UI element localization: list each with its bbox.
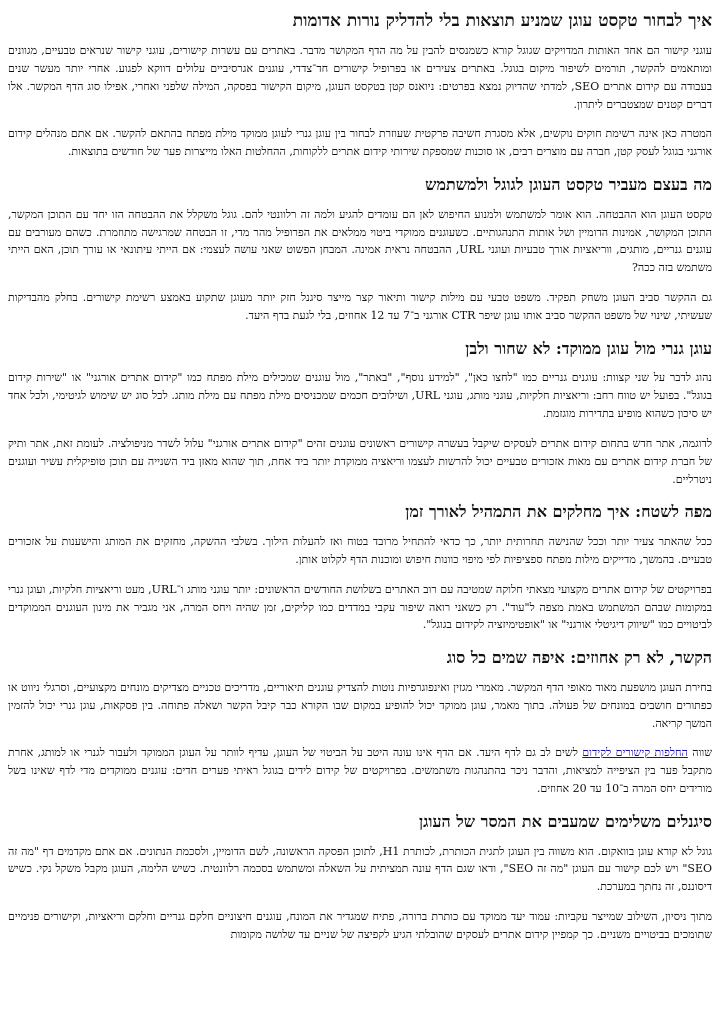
- intro-paragraph-2: המטרה כאן אינה רשימת חוקים נוקשים, אלא מסגרת חשיבה פרקטית שעוזרת לבחור בין עוגן גנרי לעוגן ממוקד מילת מפתח בהתאם להקשר. אם אתם מנהלים קידום אורגני בגוגל לעסק קטן, חברה עם מוצרים רבים, או סוכנות שמספקת שירותי קידום אתרים ללקוחות, ההחלטות האלו מייצרות פער של חודשים בתוצאות.: [8, 127, 712, 159]
- section-3-paragraph-1: ככל שהאתר צעיר יותר וככל שהנישה תחרותית יותר, כך כדאי להתחיל מרובד בטוח ואז להעלות הילוך. בשלבי ההשקה, מחזקים את המותג והישענות על אזכורים טבעיים. בהמשך, מדייקים מילות מפתח ספציפיות לפי מיפוי כוונות חיפוש ומוכנות הדף לקלוט אותן.: [8, 535, 712, 566]
- section-heading-generic-vs-focused: עוגן גנרי מול עוגן ממוקד: לא שחור ולבן: [465, 338, 712, 358]
- section-heading-complementary-signals: סיגנלים משלימים שמעבים את המסר של העוגן: [419, 811, 712, 831]
- section-heading-anchor-meaning: מה בעצם מעביר טקסט העוגן לגוגל ולמשתמש: [425, 174, 712, 194]
- section-4-paragraph-2-before-link: שווה: [687, 746, 712, 760]
- section-5-paragraph-2: מתוך ניסיון, השילוב שמייצר עקביות: עמוד יעד ממוקד עם כותרת ברורה, פתיח שמגדיר את המונח, עוגנים חיצוניים חלקם גנריים וחלקם וריאציות, וקישורים פנימיים שתומכים בביטויים משניים. כך קמפיין קידום אתרים לעסקים שהובלתי הגיע לקפיצה של שניים עד שלושה מקומות: [8, 910, 712, 941]
- section-4-paragraph-1: בחירת העוגן מושפעת מאוד מאופי הדף המקשר. מאמרי מגזין ואינפוגרפיות נוטות להצדיק עוגנים תיאוריים, מדריכים טכניים מצדיקים מונחים מקצועיים, וסרגלי ניווט או כפתורים חושבים במונחים של פעולה. בתוך מאמר, עוגן ממוקד יכול להופיע במקום שבו הקורא כבר קיבל הקשר ושאלה פתוחה. בין פסקאות, עוגן גנרי יכול להזמין המשך קריאה.: [8, 680, 712, 730]
- section-heading-mix-over-time: מפה לשטח: איך מחלקים את התמהיל לאורך זמן: [405, 502, 712, 522]
- link-exchanges-link[interactable]: החלפות קישורים לקידום: [582, 746, 688, 760]
- section-4-paragraph-2: [8, 744, 712, 797]
- section-5-paragraph-1: גוגל לא קורא עוגן בוואקום. הוא משווה בין העוגן לתגית הכותרת, לכותרת H1, לתוכן הפסקה הראשונה, לשם הדומיין, ולסכמת הנתונים. אם אתם מקדמים דף "מה זה SEO" ויש לכם קישור עם העוגן "מה זה SEO", ודאו שגם הדף עונה תמציתית על השאלה ומשתמש בסכמה רלוונטית. כשיש הלימה, העוגן מקבל משקל נקי. כשיש דיסוננס, זה נחתך במערכת.: [8, 844, 712, 894]
- section-heading-context-placement: הקשר, לא רק אחוזים: איפה שמים כל סוג: [446, 648, 712, 668]
- section-3-paragraph-2: בפרויקטים של קידום אתרים מקצועי מצאתי חלוקה שמטיבה עם רוב האתרים בשלושת החודשים הראשונים: יותר עוגני מותג ו־URL, מעט וריאציות חלקיות, ועוגן גנרי במקומות שבהם המשתמש באמת מצפה ל"עוד". רק כשאני רואה שיפור עקבי במדדים כמו קליקים, זמן שהיה ויחס המרה, אני מגביר את מינון העוגנים הממוקדים לביטויים כמו "שיווק דיגיטלי אורגני" או "אופטימיזציה לקידום בגוגל".: [8, 582, 712, 632]
- section-2-paragraph-1: נהוג לדבר על שני קצוות: עוגנים גנריים כמו "לחצו כאן", "למידע נוסף", "באתר", מול עוגנים שמכילים מילת מפתח כמו "קידום אתרים אורגני" או "שירות קידום בגוגל". בפועל יש טווח רחב: וריאציות חלקיות, עוגני מותג, עוגני URL, ושילובים חכמים שמכניסים מילת מפתח עם מילת מותג. לכל סוג יש שימוש לגיטימי, ולכל אחד יש סיכון כשהוא מופיע בתדירות מוגזמת.: [8, 371, 712, 421]
- section-1-paragraph-2: גם ההקשר סביב העוגן משחק תפקיד. משפט טבעי עם מילות קישור ותיאור קצר מייצר סיגנל חזק יותר מעוגן שתקוע באמצע רשימת קישורים. בחלק מהבדיקות שעשיתי, שינוי של משפט ההקשר סביב אותו עוגן שיפר CTR אורגני ב־7 עד 12 אחוזים, בלי לגעת בדף היעד.: [8, 291, 713, 322]
- section-4-paragraph-2-after-link: לשים לב גם לדף היעד. אם הדף אינו עונה היטב על הביטוי של העוגן, עדיף לוותר על העוגן הממוקד ולעבור לגנרי או למותג, אחרת מתקבל פער בין הציפייה למציאות, והדבר ניכר בהתנהגות משתמשים. בפרויקטים של קידום לידים בגוגל ראיתי פערים חדים: עוגנים ממוקדים מדי לדף שאינו בשל מורידים יחס המרה ב־10 עד 20 אחוזים.: [8, 746, 712, 796]
- article-title: איך לבחור טקסט עוגן שמניע תוצאות בלי להדליק נורות אדומות: [292, 11, 712, 31]
- section-1-paragraph-1: טקסט העוגן הוא ההבטחה. הוא אומר למשתמש ולמנוע החיפוש לאן הם עומדים להגיע ולמה זה רלוונטי להם. גוגל משקלל את ההבטחה הזו יחד עם התוכן המקשר, התוכן המקושר, אמינות הדומיין ושל אותות התנהגותיים. כשעוגנים ממוקדי ביטוי ממלאים את הפרופיל מהר מדי, זו הבטחה שמרגישה מתוזמרת. כשהם מעורבים עם עוגנים גנריים, מותגים, ווריאציות אורך טבעיות ועוגני URL, ההבטחה נראית אמינה. המבחן הפשוט שאני עושה לעצמי: אם הייתי עיתונאי או עורך תוכן, האם הייתי משתמש בזה ככה?: [8, 207, 712, 275]
- intro-paragraph-1: עוגני קישור הם אחד האותות המדויקים שגוגל קורא כשמנסים להבין על מה הדף המקושר מדבר. באתרים עם עשרות קישורים, עוגני קישור שנראים טבעיים, מגוונים ומותאמים להקשר, תורמים לשיפור מיקום בגוגל. באתרים צעירים או בפרופיל קישורים חד־צדדי, עוגנים אגרסיביים עלולים דווקא לפגוע. אחרי יותר מעשר שנים בעבודה עם קידום אתרים SEO, למדתי שהדיוק נמצא בפרטים: ניואנס קטן בטקסט העוגן, מיקום הקישור בפסקה, המילה שלפני ואחרי, אפילו סוג הדף המקשר. אלו דברים קטנים שמצטברים ליתרון.: [8, 44, 712, 111]
- section-2-paragraph-2: לדוגמה, אתר חדש בתחום קידום אתרים לעסקים שיקבל בעשרה קישורים ראשונים עוגנים זהים "קידום אתרים אורגני" עלול לשדר מניפולציה. לעומת זאת, אתר ותיק של חברת קידום אתרים עם מאות אזכורים טבעיים יכול להרשות לעצמו וריאציה ממוקדת יותר ביד אחת, תוך שהוא מאזן ביד השנייה עם תוכן טופיקלית עשיר ועוגנים ניטרליים.: [8, 436, 712, 486]
